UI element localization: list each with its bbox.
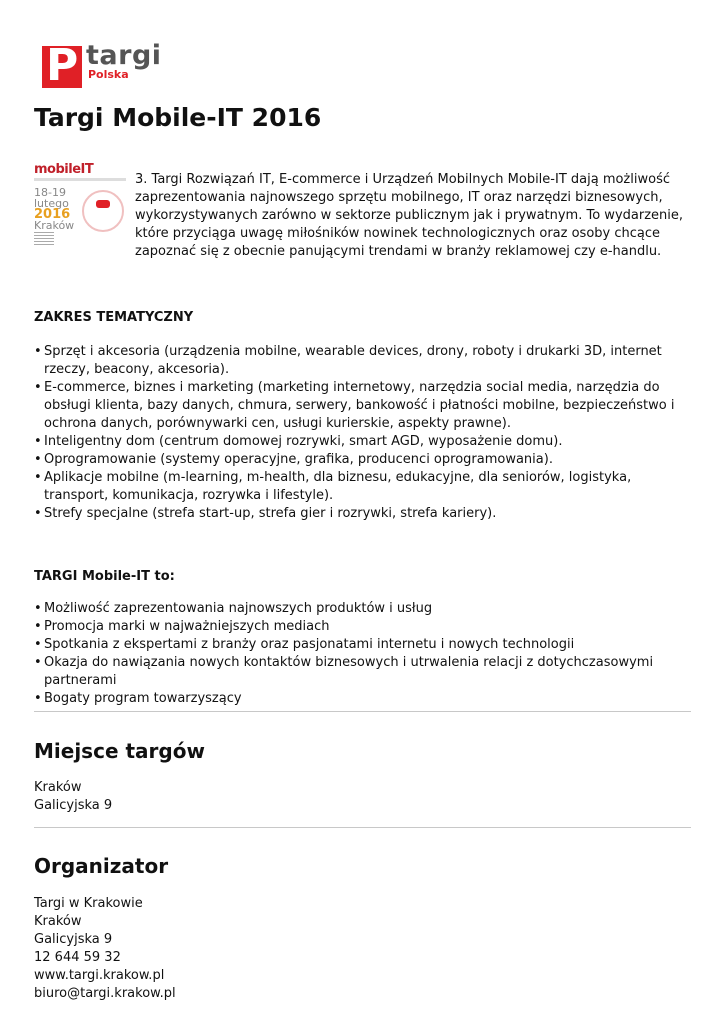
zakres-item: • E-commerce, biznes i marketing (marketing internetowy, narzędzia social media, narzędzia do obsługi klienta, bazy danych, chmura, serwery, bankowość i płatności mobilne, bezpieczeństwo i ochrona danych, porównywarki cen, usługi kurierskie, aspekty prawne).: [34, 379, 691, 433]
zakres-item: • Sprzęt i akcesoria (urządzenia mobilne, wearable devices, drony, roboty i drukarki 3D, internet rzeczy, beacony, akcesoria).: [34, 343, 691, 379]
page-title: Targi Mobile-IT 2016: [34, 103, 322, 132]
organizer-line: Targi w Krakowie: [34, 896, 143, 911]
benefit-item: • Promocja marki w najważniejszych mediach: [34, 618, 691, 636]
venue-address: [34, 779, 112, 815]
organizer-heading: Organizator: [34, 854, 169, 878]
event-dates: [34, 187, 74, 231]
venue-heading: Miejsce targów: [34, 739, 205, 763]
logo-letter: P: [46, 40, 79, 91]
intro-paragraph: 3. Targi Rozwiązań IT, E-commerce i Urządzeń Mobilnych Mobile-IT dają możliwość zaprezentowania najnowszego sprzętu mobilnego, IT oraz narzędzi biznesowych, wykorzystywanych zarówno w sektorze publicznym jak i prywatnym. To wydarzenie, które przyciąga uwagę miłośników nowinek technologicznych oraz osoby chcące zapoznać się z obecnie panującymi trendami w branży reklamowej czy e-handlu.: [135, 172, 683, 259]
benefit-item: • Bogaty program towarzyszący: [34, 690, 691, 708]
event-image: [34, 162, 128, 252]
organizer-line: Galicyjska 9: [34, 932, 113, 947]
event-circle-mark: [96, 200, 110, 208]
event-year: 2016: [34, 207, 71, 222]
zakres-heading: ZAKRES TEMATYCZNY: [34, 310, 194, 325]
organizer-line: 12 644 59 32: [34, 950, 121, 965]
separator: [34, 827, 691, 828]
event-tagline-bar: [34, 178, 126, 181]
zakres-item: • Strefy specjalne (strefa start-up, strefa gier i rozrywki, strefa kariery).: [34, 505, 691, 523]
venue-line: Kraków: [34, 780, 82, 795]
organizer-line[interactable]: www.targi.krakow.pl: [34, 968, 165, 983]
event-small-print: [34, 232, 54, 246]
zakres-item: • Oprogramowanie (systemy operacyjne, grafika, producenci oprogramowania).: [34, 451, 691, 469]
event-dates-days: 18-19: [34, 186, 66, 199]
logo-mark: [42, 40, 82, 91]
benefits-heading: TARGI Mobile-IT to:: [34, 569, 175, 584]
event-dates-month: lutego: [34, 197, 69, 210]
zakres-list: [34, 343, 691, 523]
targi-polska-logo[interactable]: [42, 40, 162, 92]
benefit-item: • Możliwość zaprezentowania najnowszych produktów i usług: [34, 600, 691, 618]
benefit-item: • Spotkania z ekspertami z branży oraz pasjonatami internetu i nowych technologii: [34, 636, 691, 654]
zakres-item: • Aplikacje mobilne (m-learning, m-health, dla biznesu, edukacyjne, dla seniorów, logistyka, transport, komunikacja, rozrywka i lifestyle).: [34, 469, 691, 505]
organizer-details: [34, 895, 176, 1003]
benefit-item: • Okazja do nawiązania nowych kontaktów biznesowych i utrwalenia relacji z dotychczasowymi partnerami: [34, 654, 691, 690]
organizer-line[interactable]: biuro@targi.krakow.pl: [34, 986, 176, 1001]
zakres-item: • Inteligentny dom (centrum domowej rozrywki, smart AGD, wyposażenie domu).: [34, 433, 691, 451]
logo-sub: Polska: [88, 68, 129, 81]
venue-line: Galicyjska 9: [34, 798, 113, 813]
benefits-list: [34, 600, 691, 708]
organizer-line: Kraków: [34, 914, 82, 929]
event-city: Kraków: [34, 219, 75, 232]
event-circle-graphic: [82, 190, 124, 232]
logo-word: targi: [86, 40, 162, 71]
event-brand: mobileIT: [34, 162, 94, 177]
separator: [34, 711, 691, 712]
